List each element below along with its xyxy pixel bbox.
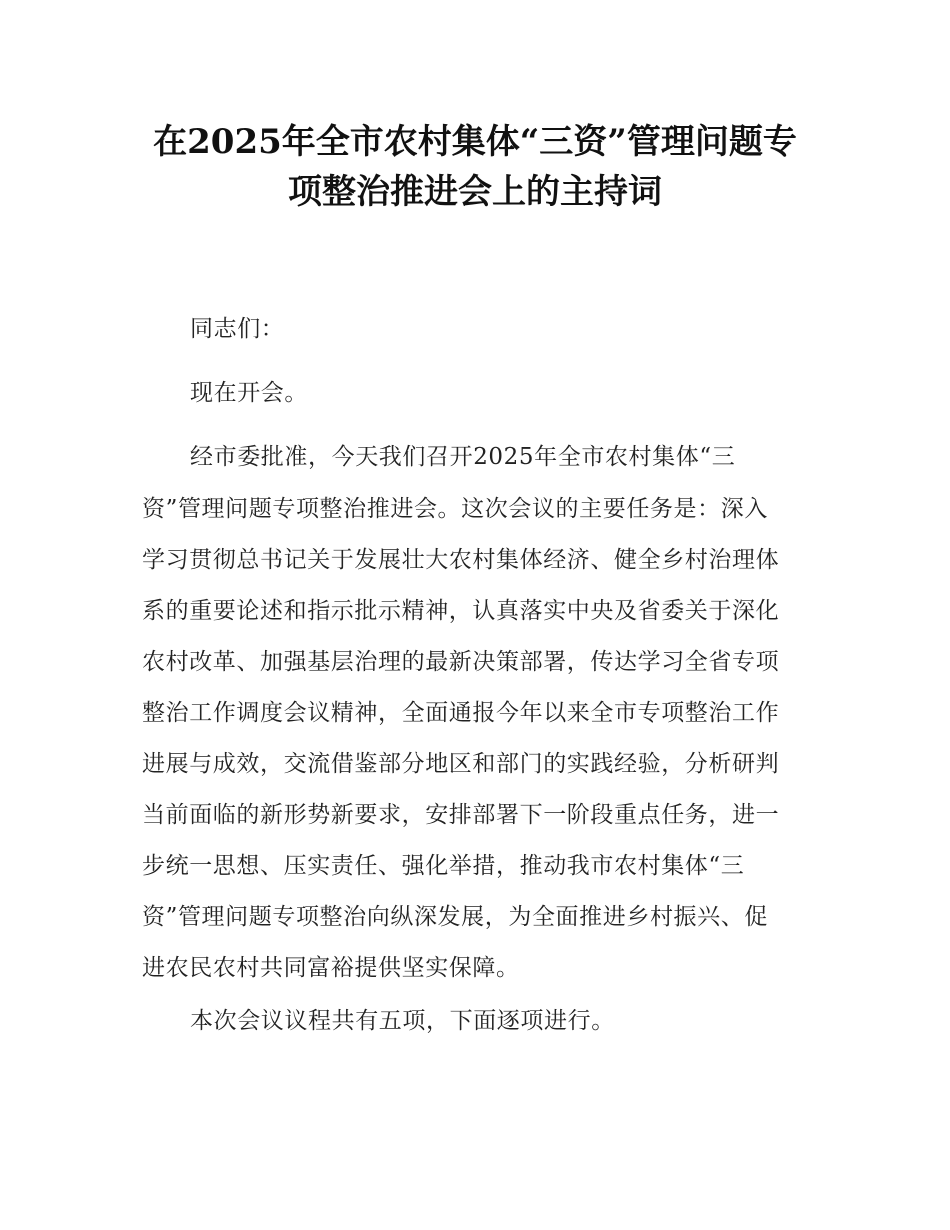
body-line: 系的重要论述和指示批示精神，认真落实中央及省委关于深化 — [142, 598, 780, 624]
body-line: 学习贯彻总书记关于发展壮大农村集体经济、健全乡村治理体 — [142, 547, 780, 573]
body-line: 当前面临的新形势新要求，安排部署下一阶段重点任务，进一 — [142, 802, 780, 828]
body-line: 农村改革、加强基层治理的最新决策部署，传达学习全省专项 — [142, 649, 780, 675]
opening-text: 现在开会。 — [190, 380, 308, 406]
body-line: 整治工作调度会议精神，全面通报今年以来全市专项整治工作 — [142, 700, 780, 726]
body-line: 经市委批准，今天我们召开2025年全市农村集体“三 — [190, 444, 736, 470]
body-line: 进展与成效，交流借鉴部分地区和部门的实践经验，分析研判 — [142, 751, 780, 777]
body-line: 步统一思想、压实责任、强化举措，推动我市农村集体“三 — [142, 853, 745, 879]
agenda-text: 本次会议议程共有五项，下面逐项进行。 — [190, 1008, 615, 1034]
body-line: 进农民农村共同富裕提供坚实保障。 — [142, 955, 520, 981]
document-title-line-1: 在2025年全市农村集体“三资”管理问题专 — [153, 122, 797, 162]
body-line: 资”管理问题专项整治向纵深发展，为全面推进乡村振兴、促 — [142, 904, 768, 930]
greeting-text: 同志们： — [190, 316, 285, 342]
document-title-line-2: 项整治推进会上的主持词 — [288, 172, 662, 212]
body-line: 资”管理问题专项整治推进会。这次会议的主要任务是：深入 — [142, 496, 768, 522]
